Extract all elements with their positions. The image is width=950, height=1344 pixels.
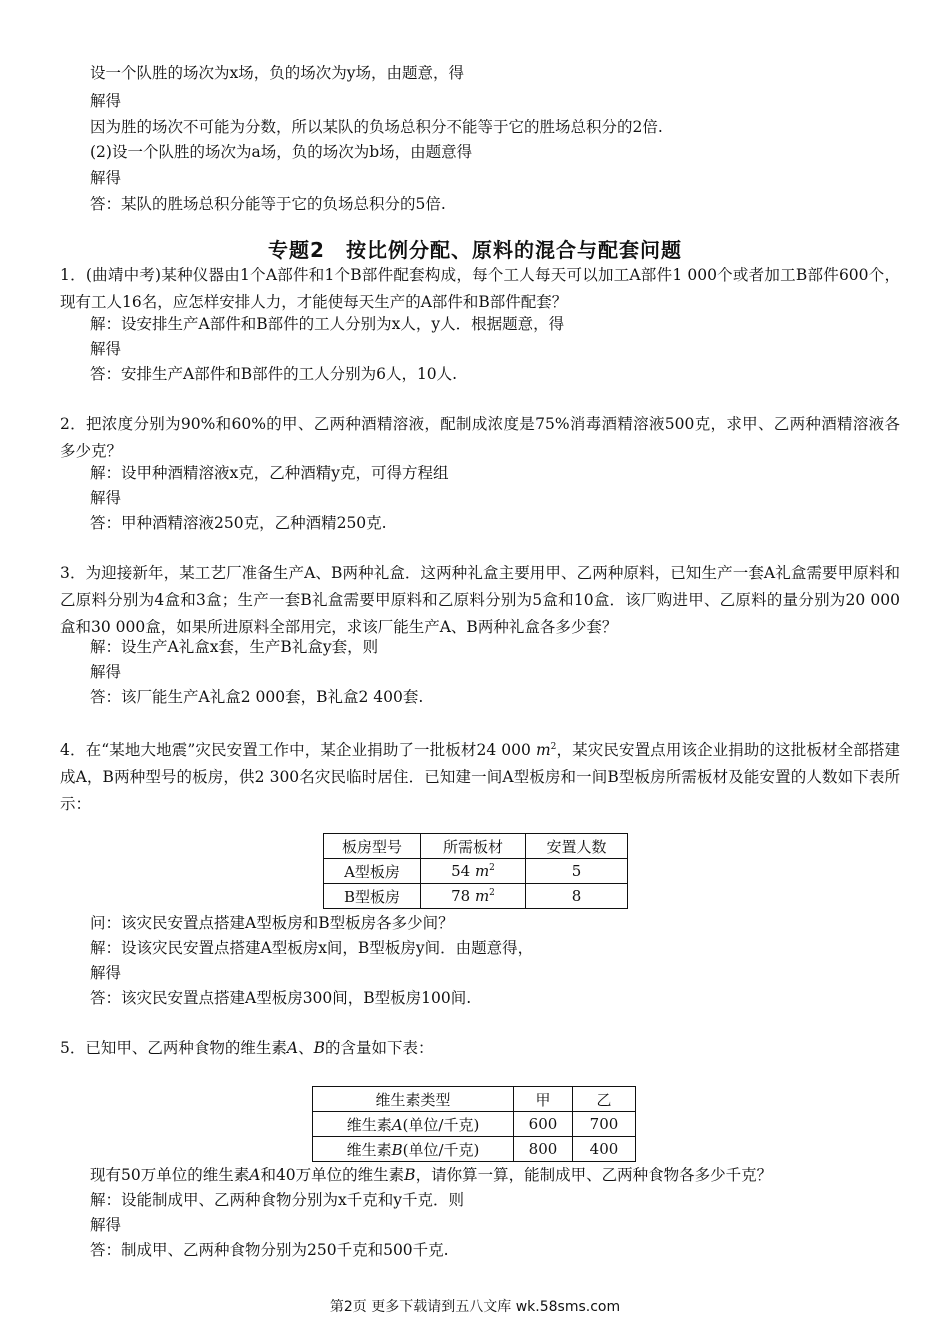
vitamin-a-letter: A (286, 1039, 299, 1057)
table-cell-post: (单位/千克) (402, 1115, 480, 1134)
table-header-row (313, 1087, 636, 1112)
intro-line-2: 解得 (90, 92, 122, 110)
vitamin-a-letter: A (249, 1166, 261, 1184)
table-header-row (324, 834, 628, 859)
problem-4-question (60, 734, 900, 818)
problem-4-unit: m (535, 741, 551, 760)
problem-4-solution-1: 解：设该灾民安置点搭建A型板房x间，B型板房y间．由题意得， (90, 939, 534, 957)
table-cell-exponent: 2 (489, 863, 495, 873)
table-cell (421, 859, 526, 884)
table-header-cell: 板房型号 (324, 834, 421, 859)
table-cell: 8 (526, 884, 628, 909)
problem-5-question-end: 的含量如下表： (324, 1039, 434, 1057)
section-title: 专题2 按比例分配、原料的混合与配套问题 (268, 238, 682, 262)
table-header-cell: 乙 (573, 1087, 636, 1112)
problem-4-answer: 答：该灾民安置点搭建A型板房300间，B型板房100间. (90, 989, 472, 1007)
problem-5-answer: 答：制成甲、乙两种食物分别为250千克和500千克. (90, 1241, 449, 1259)
problem-2-question: 2．把浓度分别为90%和60%的甲、乙两种酒精溶液，配制成浓度是75%消毒酒精溶液500克，求甲、乙两种酒精溶液各多少克？ (60, 415, 900, 460)
table-cell (313, 1137, 514, 1162)
problem-2-answer: 答：甲种酒精溶液250克，乙种酒精250克. (90, 514, 387, 532)
problem-1-solution-2: 解得 (90, 340, 122, 358)
problem-2-solution-2: 解得 (90, 489, 122, 507)
table-cell: 5 (526, 859, 628, 884)
page-footer: 第2页 更多下载请到五八文库 wk.58sms.com (329, 1299, 621, 1315)
problem-3-question: 3．为迎接新年，某工艺厂准备生产A、B两种礼盒．这两种礼盒主要用甲、乙两种原料，已知生产一套A礼盒需要甲原料和乙原料分别为4盒和3盒；生产一套B礼盒需要甲原料和乙原料分别为5盒和10盒．该厂购进甲、乙原料的量分别为20 000盒和30 000盒，如果所进原料全部用完，求该厂能生产A、B两种礼盒各多少套？ (60, 564, 900, 636)
problem-1-answer: 答：安排生产A部件和B部件的工人分别为6人，10人. (90, 365, 458, 383)
problem-5-solution-1: 解：设能制成甲、乙两种食物分别为x千克和y千克．则 (90, 1191, 464, 1209)
intro-line-3: 因为胜的场次不可能为分数，所以某队的负场总积分不能等于它的胜场总积分的2倍. (90, 118, 663, 136)
table-cell (421, 884, 526, 909)
problem-3-solution-1: 解：设生产A礼盒x套，生产B礼盒y套，则 (90, 638, 379, 656)
table-cell-pre: 维生素 (346, 1115, 392, 1134)
table-cell-unit: m (474, 887, 490, 905)
vitamin-b-letter: B (404, 1166, 416, 1184)
table-header-cell: 甲 (514, 1087, 573, 1112)
table-cell (313, 1112, 514, 1137)
table-cell-letter: A (391, 1115, 403, 1134)
table-cell-post: (单位/千克) (402, 1140, 480, 1159)
problem-5-question-start: 5．已知甲、乙两种食物的维生素 (60, 1039, 287, 1057)
problem-4-question-end: ，某灾民安置点用该企业捐助的这批板材全部搭建成A，B两种型号的板房，供2 300名灾民临时居住．已知建一间A型板房和一间B型板房所需板材及能安置的人数如下表所示： (60, 741, 900, 814)
table-cell-exponent: 2 (489, 888, 495, 898)
problem-4-unit-exponent: 2 (550, 742, 557, 752)
problem-1-question: 1．(曲靖中考)某种仪器由1个A部件和1个B部件配套构成，每个工人每天可以加工A部件1 000个或者加工B部件600个，现有工人16名，应怎样安排人力，才能使每天生产的A部件和B部件配套？ (60, 266, 900, 311)
table-cell-value: 54 (451, 862, 475, 880)
problem-5-ask-end: ，请你算一算，能制成甲、乙两种食物各多少千克？ (415, 1166, 773, 1184)
problem-5-solution-2: 解得 (90, 1216, 122, 1234)
intro-line-4: (2)设一个队胜的场次为a场，负的场次为b场，由题意得 (90, 143, 473, 161)
table-header-cell: 安置人数 (526, 834, 628, 859)
problem-3-solution-2: 解得 (90, 663, 122, 681)
table-header-cell: 所需板材 (421, 834, 526, 859)
problem-3-answer: 答：该厂能生产A礼盒2 000套，B礼盒2 400套. (90, 688, 424, 706)
vitamin-b-letter: B (313, 1039, 325, 1057)
table-row (324, 859, 628, 884)
problem-1-solution-1: 解：设安排生产A部件和B部件的工人分别为x人，y人．根据题意，得 (90, 315, 565, 333)
table-row (313, 1112, 636, 1137)
problem-2-solution-1: 解：设甲种酒精溶液x克，乙种酒精y克，可得方程组 (90, 464, 449, 482)
problem-5-question (60, 1037, 434, 1059)
intro-line-1: 设一个队胜的场次为x场，负的场次为y场，由题意，得 (90, 64, 464, 82)
problem-5-ask (90, 1164, 772, 1186)
problem-5-ask-mid: 和40万单位的维生素 (260, 1166, 405, 1184)
table-cell-unit: m (474, 862, 490, 880)
intro-line-6: 答：某队的胜场总积分能等于它的负场总积分的5倍. (90, 195, 446, 213)
table-cell: B型板房 (324, 884, 421, 909)
problem-5-ask-start: 现有50万单位的维生素 (90, 1166, 250, 1184)
table-row (313, 1137, 636, 1162)
table-cell-pre: 维生素 (346, 1140, 392, 1159)
problem-4-solution-2: 解得 (90, 964, 122, 982)
vitamin-table (312, 1086, 636, 1162)
problem-4-ask: 问：该灾民安置点搭建A型板房和B型板房各多少间？ (90, 914, 454, 932)
table-cell-value: 78 (451, 887, 475, 905)
table-cell: 800 (514, 1137, 573, 1162)
table-cell: 700 (573, 1112, 636, 1137)
table-cell: 600 (514, 1112, 573, 1137)
table-header-cell: 维生素类型 (313, 1087, 514, 1112)
table-cell: A型板房 (324, 859, 421, 884)
table-row (324, 884, 628, 909)
intro-line-5: 解得 (90, 169, 122, 187)
problem-5-question-sep: 、 (298, 1039, 314, 1057)
table-cell-letter: B (391, 1140, 403, 1159)
problem-4-question-start: 4．在“某地大地震”灾民安置工作中，某企业捐助了一批板材24 000 (60, 741, 536, 760)
panel-table (323, 833, 628, 909)
table-cell: 400 (573, 1137, 636, 1162)
